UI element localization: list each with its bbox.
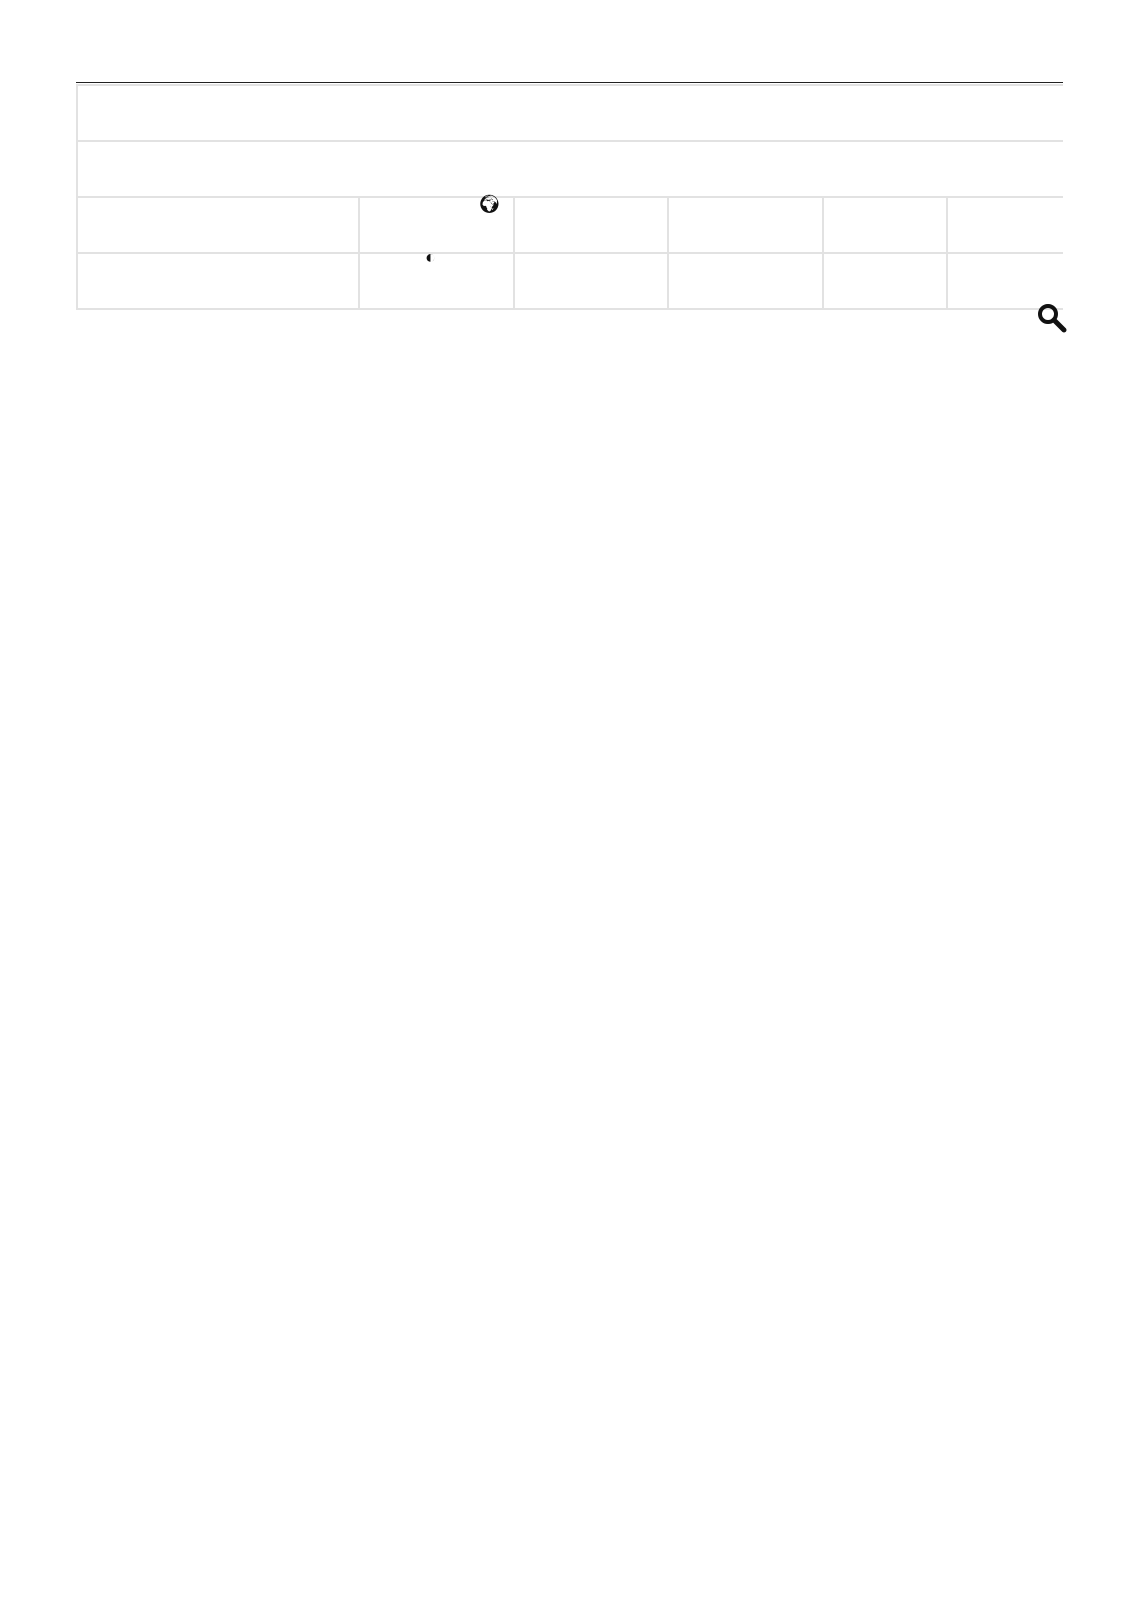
globe-icon: 🌍︎	[478, 194, 501, 214]
header-machos	[77, 197, 359, 253]
header-empty	[947, 253, 1063, 309]
header-anterior	[359, 253, 514, 309]
quotes-table	[76, 84, 1063, 310]
header-row-machos	[77, 197, 1063, 253]
header-medida	[823, 197, 947, 253]
group-title	[77, 141, 1063, 197]
header-ultimo	[668, 197, 823, 253]
group-row	[77, 141, 1063, 197]
header-empty	[947, 197, 1063, 253]
divider	[76, 82, 1063, 83]
header-diferencia	[514, 197, 668, 253]
section-title	[77, 85, 1063, 141]
header-hembras	[77, 253, 359, 309]
header-row-hembras	[77, 253, 1063, 309]
section-row	[77, 85, 1063, 141]
header-ultimo	[668, 253, 823, 309]
hembras-section	[77, 253, 1063, 309]
header-diferencia	[514, 253, 668, 309]
header-medida	[823, 253, 947, 309]
sede-link[interactable]	[478, 193, 501, 216]
quotes-table-wrapper	[76, 84, 1063, 1530]
search-icon[interactable]	[1036, 302, 1068, 339]
bovino-section	[77, 85, 1063, 253]
contrast-icon[interactable]: ◐	[425, 247, 436, 267]
transparencia-link[interactable]	[425, 246, 436, 269]
